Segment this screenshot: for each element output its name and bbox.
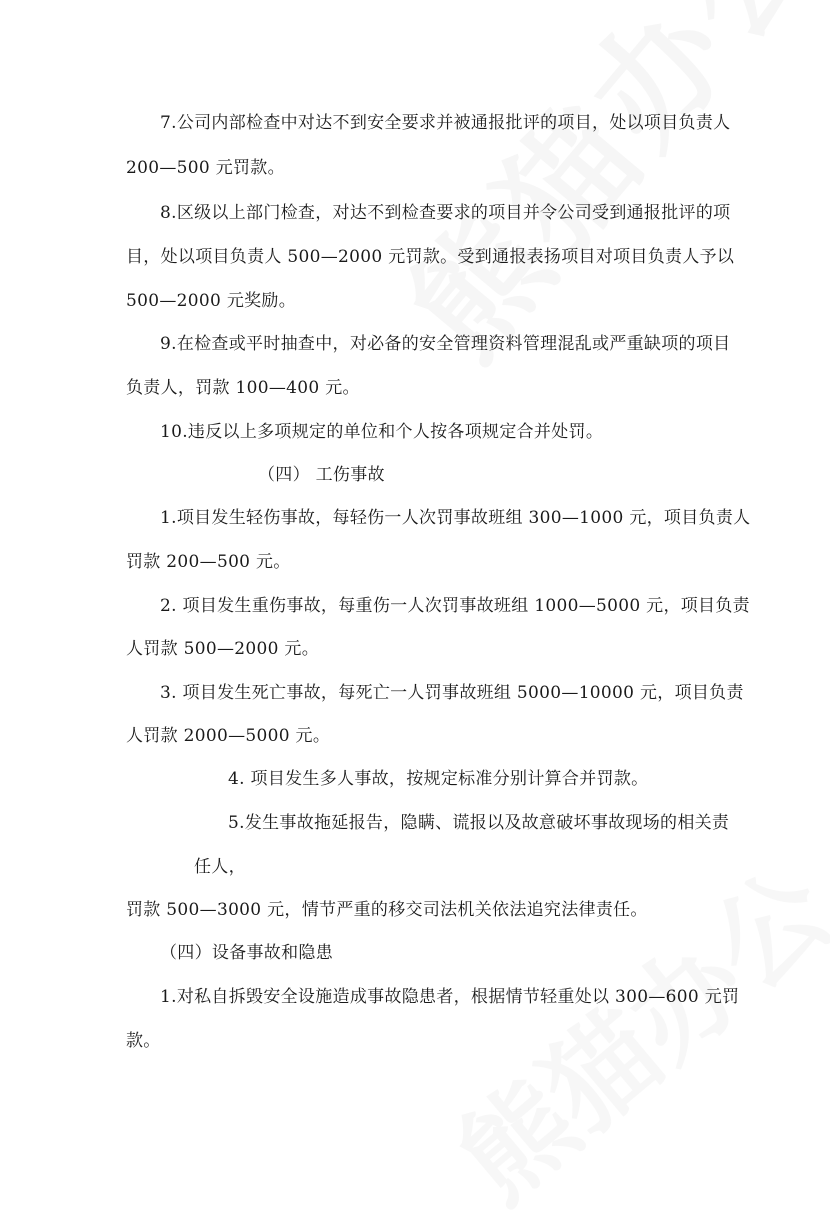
paragraph-line: 500—2000 元奖励。: [126, 291, 297, 311]
paragraph-line: 8.区级以上部门检查，对达不到检查要求的项目并令公司受到通报批评的项: [160, 203, 731, 223]
paragraph-line: 罚款 200—500 元。: [126, 552, 291, 572]
paragraph-line: 2. 项目发生重伤事故，每重伤一人次罚事故班组 1000—5000 元，项目负责: [160, 596, 750, 616]
section-heading: （四）设备事故和隐患: [160, 943, 333, 963]
paragraph-line: 7.公司内部检查中对达不到安全要求并被通报批评的项目，处以项目负责人: [160, 113, 731, 133]
paragraph-line: 罚款 500—3000 元，情节严重的移交司法机关依法追究法律责任。: [126, 900, 648, 920]
paragraph-line: 人罚款 2000—5000 元。: [126, 726, 331, 746]
paragraph-line: 目，处以项目负责人 500—2000 元罚款。受到通报表扬项目对项目负责人予以: [126, 247, 735, 267]
paragraph-line: 1.对私自拆毁安全设施造成事故隐患者，根据情节轻重处以 300—600 元罚: [160, 987, 740, 1007]
paragraph-line: 200—500 元罚款。: [126, 158, 285, 178]
paragraph-line: 10.违反以上多项规定的单位和个人按各项规定合并处罚。: [160, 422, 604, 442]
paragraph-line: 1.项目发生轻伤事故，每轻伤一人次罚事故班组 300—1000 元，项目负责人: [160, 508, 751, 528]
paragraph-line: 负责人，罚款 100—400 元。: [126, 378, 360, 398]
section-heading: （四） 工伤事故: [258, 465, 385, 485]
paragraph-line: 4. 项目发生多人事故，按规定标准分别计算合并罚款。: [228, 769, 649, 789]
paragraph-line: 任人，: [194, 857, 246, 877]
paragraph-line: 9.在检查或平时抽查中，对必备的安全管理资料管理混乱或严重缺项的项目: [160, 334, 731, 354]
watermark-bottom: [420, 827, 830, 1231]
paragraph-line: 5.发生事故拖延报告，隐瞒、谎报以及故意破坏事故现场的相关责: [228, 813, 730, 833]
paragraph-line: 款。: [126, 1031, 161, 1051]
watermark: [360, 0, 830, 390]
paragraph-line: 人罚款 500—2000 元。: [126, 639, 320, 659]
paragraph-line: 3. 项目发生死亡事故，每死亡一人罚事故班组 5000—10000 元，项目负责: [160, 683, 744, 703]
